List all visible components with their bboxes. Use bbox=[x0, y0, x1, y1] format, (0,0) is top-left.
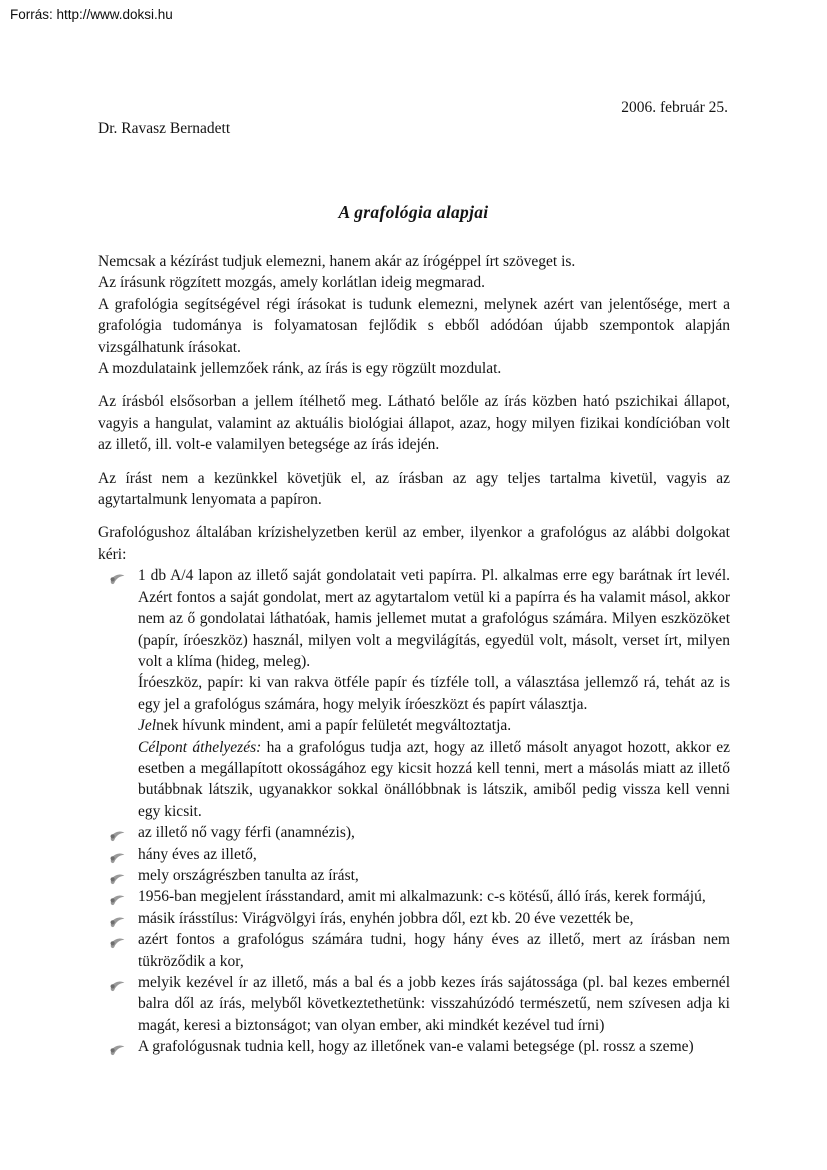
list-item bbox=[138, 865, 730, 886]
list-item bbox=[138, 929, 730, 972]
list-item bbox=[138, 822, 730, 843]
author-text: Dr. Ravasz Bernadett bbox=[98, 120, 231, 137]
list-item bbox=[138, 565, 730, 822]
bullet1-jel-rest: nek hívunk mindent, ami a papír felületét megváltoztatja. bbox=[156, 717, 512, 735]
list-item bbox=[138, 1036, 730, 1057]
quill-swoosh-icon bbox=[110, 977, 125, 988]
paragraph-brain: Az írást nem a kezünkkel követjük el, az írásban az agy teljes tartalma kivetül, vagyis az agytartalmunk lenyomata a papíron. bbox=[98, 469, 730, 509]
intro-line: A mozdulataink jellemzőek ránk, az írás is egy rögzült mozdulat. bbox=[98, 360, 502, 378]
bullet-text: mely országrészben tanulta az írást, bbox=[138, 866, 359, 884]
bullet1-tools: Íróeszköz, papír: ki van rakva ötféle papír és tízféle toll, a választása jellemző rá, tehát az is egy jel a grafológus számára, hogy melyik íróeszközt és papírt választja. bbox=[138, 674, 730, 713]
quill-swoosh-icon bbox=[110, 934, 125, 945]
quill-swoosh-icon bbox=[110, 827, 125, 838]
bullet-text: az illető nő vagy férfi (anamnézis), bbox=[138, 824, 355, 842]
quill-swoosh-icon bbox=[110, 570, 125, 581]
list-item bbox=[138, 844, 730, 865]
intro-line: Nemcsak a kézírást tudjuk elemezni, hanem akár az írógéppel írt szöveget is. bbox=[98, 253, 576, 270]
source-url-text: Forrás: http://www.doksi.hu bbox=[10, 7, 173, 22]
list-item bbox=[138, 886, 730, 907]
bullet-text: hány éves az illető, bbox=[138, 845, 257, 863]
intro-line: A grafológia segítségével régi írásokat is tudunk elemezni, melynek azért van jelentősége, mert a grafológia tudománya is folyamatosan fejlődik s ebből adódóan újabb szempontok alapján vizsgálhatunk írásokat. bbox=[98, 295, 730, 356]
bullet-text: A grafológusnak tudnia kell, hogy az illetőnek van-e valami betegsége (pl. rossz a szeme) bbox=[138, 1038, 694, 1056]
bullet1-celpont-italic: Célpont áthelyezés: bbox=[138, 738, 262, 756]
quill-swoosh-icon bbox=[110, 1041, 125, 1052]
bullet1-jel-italic: Jel bbox=[138, 717, 157, 735]
page-title: A grafológia alapjai bbox=[338, 202, 489, 222]
bullet-text: azért fontos a grafológus számára tudni, hogy hány éves az illető, mert az írásban nem tükröződik a kor, bbox=[138, 931, 730, 970]
quill-swoosh-icon bbox=[110, 913, 125, 924]
quill-swoosh-icon bbox=[110, 891, 125, 902]
list-item bbox=[138, 908, 730, 929]
quill-swoosh-icon bbox=[110, 849, 125, 860]
date-text: 2006. február 25. bbox=[621, 99, 728, 116]
paragraph-character: Az írásból elsősorban a jellem ítélhető meg. Látható belőle az írás közben ható pszichikai állapot, vagyis a hangulat, valamint az aktuális biológiai állapot, azaz, hogy milyen fizikai kondícióban volt az illető, ill. volt-e valamilyen betegsége az írás idején. bbox=[98, 393, 730, 454]
bullet1-celpont bbox=[138, 737, 730, 823]
bullet1-jel bbox=[138, 715, 730, 736]
bullet-text: másik írásstílus: Virágvölgyi írás, enyhén jobbra dől, ezt kb. 20 éve vezették be, bbox=[138, 909, 634, 927]
list-item bbox=[138, 972, 730, 1036]
requirements-list bbox=[98, 565, 730, 1057]
document-body bbox=[98, 251, 730, 1058]
bullet1-main: 1 db A/4 lapon az illető saját gondolatait veti papírra. Pl. alkalmas erre egy barátnak írt levél. Azért fontos a saját gondolat, mert az agytartalom vetül ki a papírra és ha valamit másol, akkor nem az ő gondolatai láthatóak, hamis jellemet mutat a grafológus számára. Milyen eszközöket (papír, íróeszköz) használ, milyen volt a megvilágítás, egyedül volt, másolt, verset írt, milyen volt a klíma (hideg, meleg). bbox=[138, 567, 730, 670]
paragraph-list-intro: Grafológushoz általában krízishelyzetben kerül az ember, ilyenkor a grafológus az alábbi dolgokat kéri: bbox=[98, 524, 730, 563]
bullet1-celpont-rest: ha a grafológus tudja azt, hogy az illető másolt anyagot hozott, akkor ez esetben a megállapított okosságához egy kicsit hozzá kell tenni, mert a másolás miatt az illető butábbnak látszik, ugyanakkor sokkal önállóbbnak is látszik, amiből pedig vissza kell venni egy kicsit. bbox=[138, 738, 730, 820]
bullet-text: 1956-ban megjelent írásstandard, amit mi alkalmazunk: c-s kötésű, álló írás, kerek formájú, bbox=[138, 888, 706, 906]
quill-swoosh-icon bbox=[110, 870, 125, 881]
intro-line: Az írásunk rögzített mozgás, amely korlátlan ideig megmarad. bbox=[98, 274, 485, 292]
bullet-text: melyik kezével ír az illető, más a bal és a jobb kezes írás sajátossága (pl. bal kezes embernél balra dől az írás, melyből következtethetünk: visszahúzódó természetű, nem szívesen adja ki magát, keresi a biztonságot; van olyan ember, aki mindkét kezével tud írni) bbox=[138, 974, 730, 1034]
